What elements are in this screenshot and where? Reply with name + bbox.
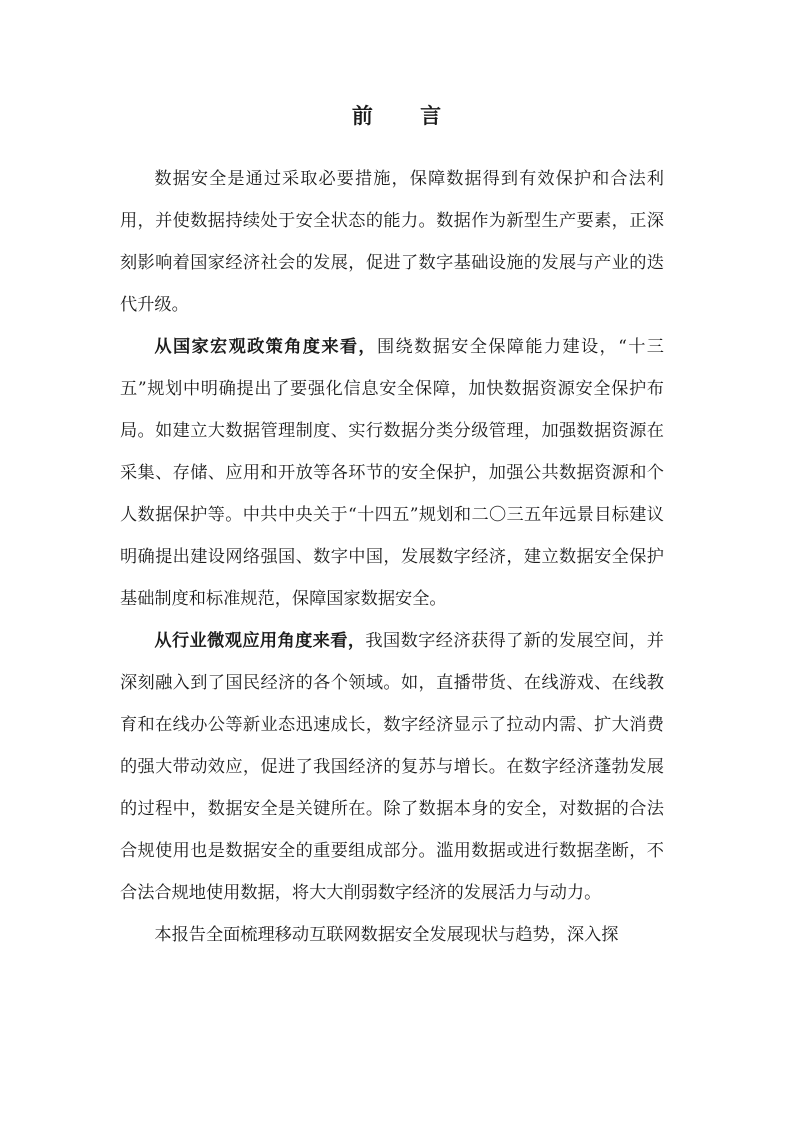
paragraph-lead: 从行业微观应用角度来看， [154, 631, 366, 651]
paragraph-text: 我国数字经济获得了新的发展空间，并深刻融入到了国民经济的各个领域。如，直播带货、在线游戏、在线教育和在线办公等新业态迅速成长，数字经济显示了拉动内需、扩大消费的强大带动效应，促进了我国经济的复苏与增长。在数字经济蓬勃发展的过程中，数据安全是关键所在。除了数据本身的安全，对数据的合法合规使用也是数据安全的重要组成部分。滥用数据或进行数据垄断，不合法合规地使用数据，将大大削弱数字经济的发展活力与动力。 [120, 631, 664, 903]
paragraph-text: 围绕数据安全保障能力建设，“十三五”规划中明确提出了要强化信息安全保障，加快数据资源安全保护布局。如建立大数据管理制度、实行数据分类分级管理，加强数据资源在采集、存储、应用和开放等各环节的安全保护，加强公共数据资源和个人数据保护等。中共中央关于“十四五”规划和二〇三五年远景目标建议明确提出建设网络强国、数字中国，发展数字经济，建立数据安全保护基础制度和标准规范，保障国家数据安全。 [120, 337, 664, 609]
page-title: 前 言 [351, 104, 462, 128]
paragraph-lead: 从国家宏观政策角度来看， [154, 337, 377, 357]
paragraph-text: 数据安全是通过采取必要措施，保障数据得到有效保护和合法利用，并使数据持续处于安全状态的能力。数据作为新型生产要素，正深刻影响着国家经济社会的发展，促进了数字基础设施的发展与产业的迭代升级。 [120, 169, 664, 315]
paragraph-text: 本报告全面梳理移动互联网数据安全发展现状与趋势，深入探 [154, 925, 619, 945]
body-text [120, 158, 664, 956]
paragraph [120, 914, 664, 956]
paragraph [120, 620, 664, 914]
paragraph [120, 158, 664, 326]
paragraph [120, 326, 664, 620]
